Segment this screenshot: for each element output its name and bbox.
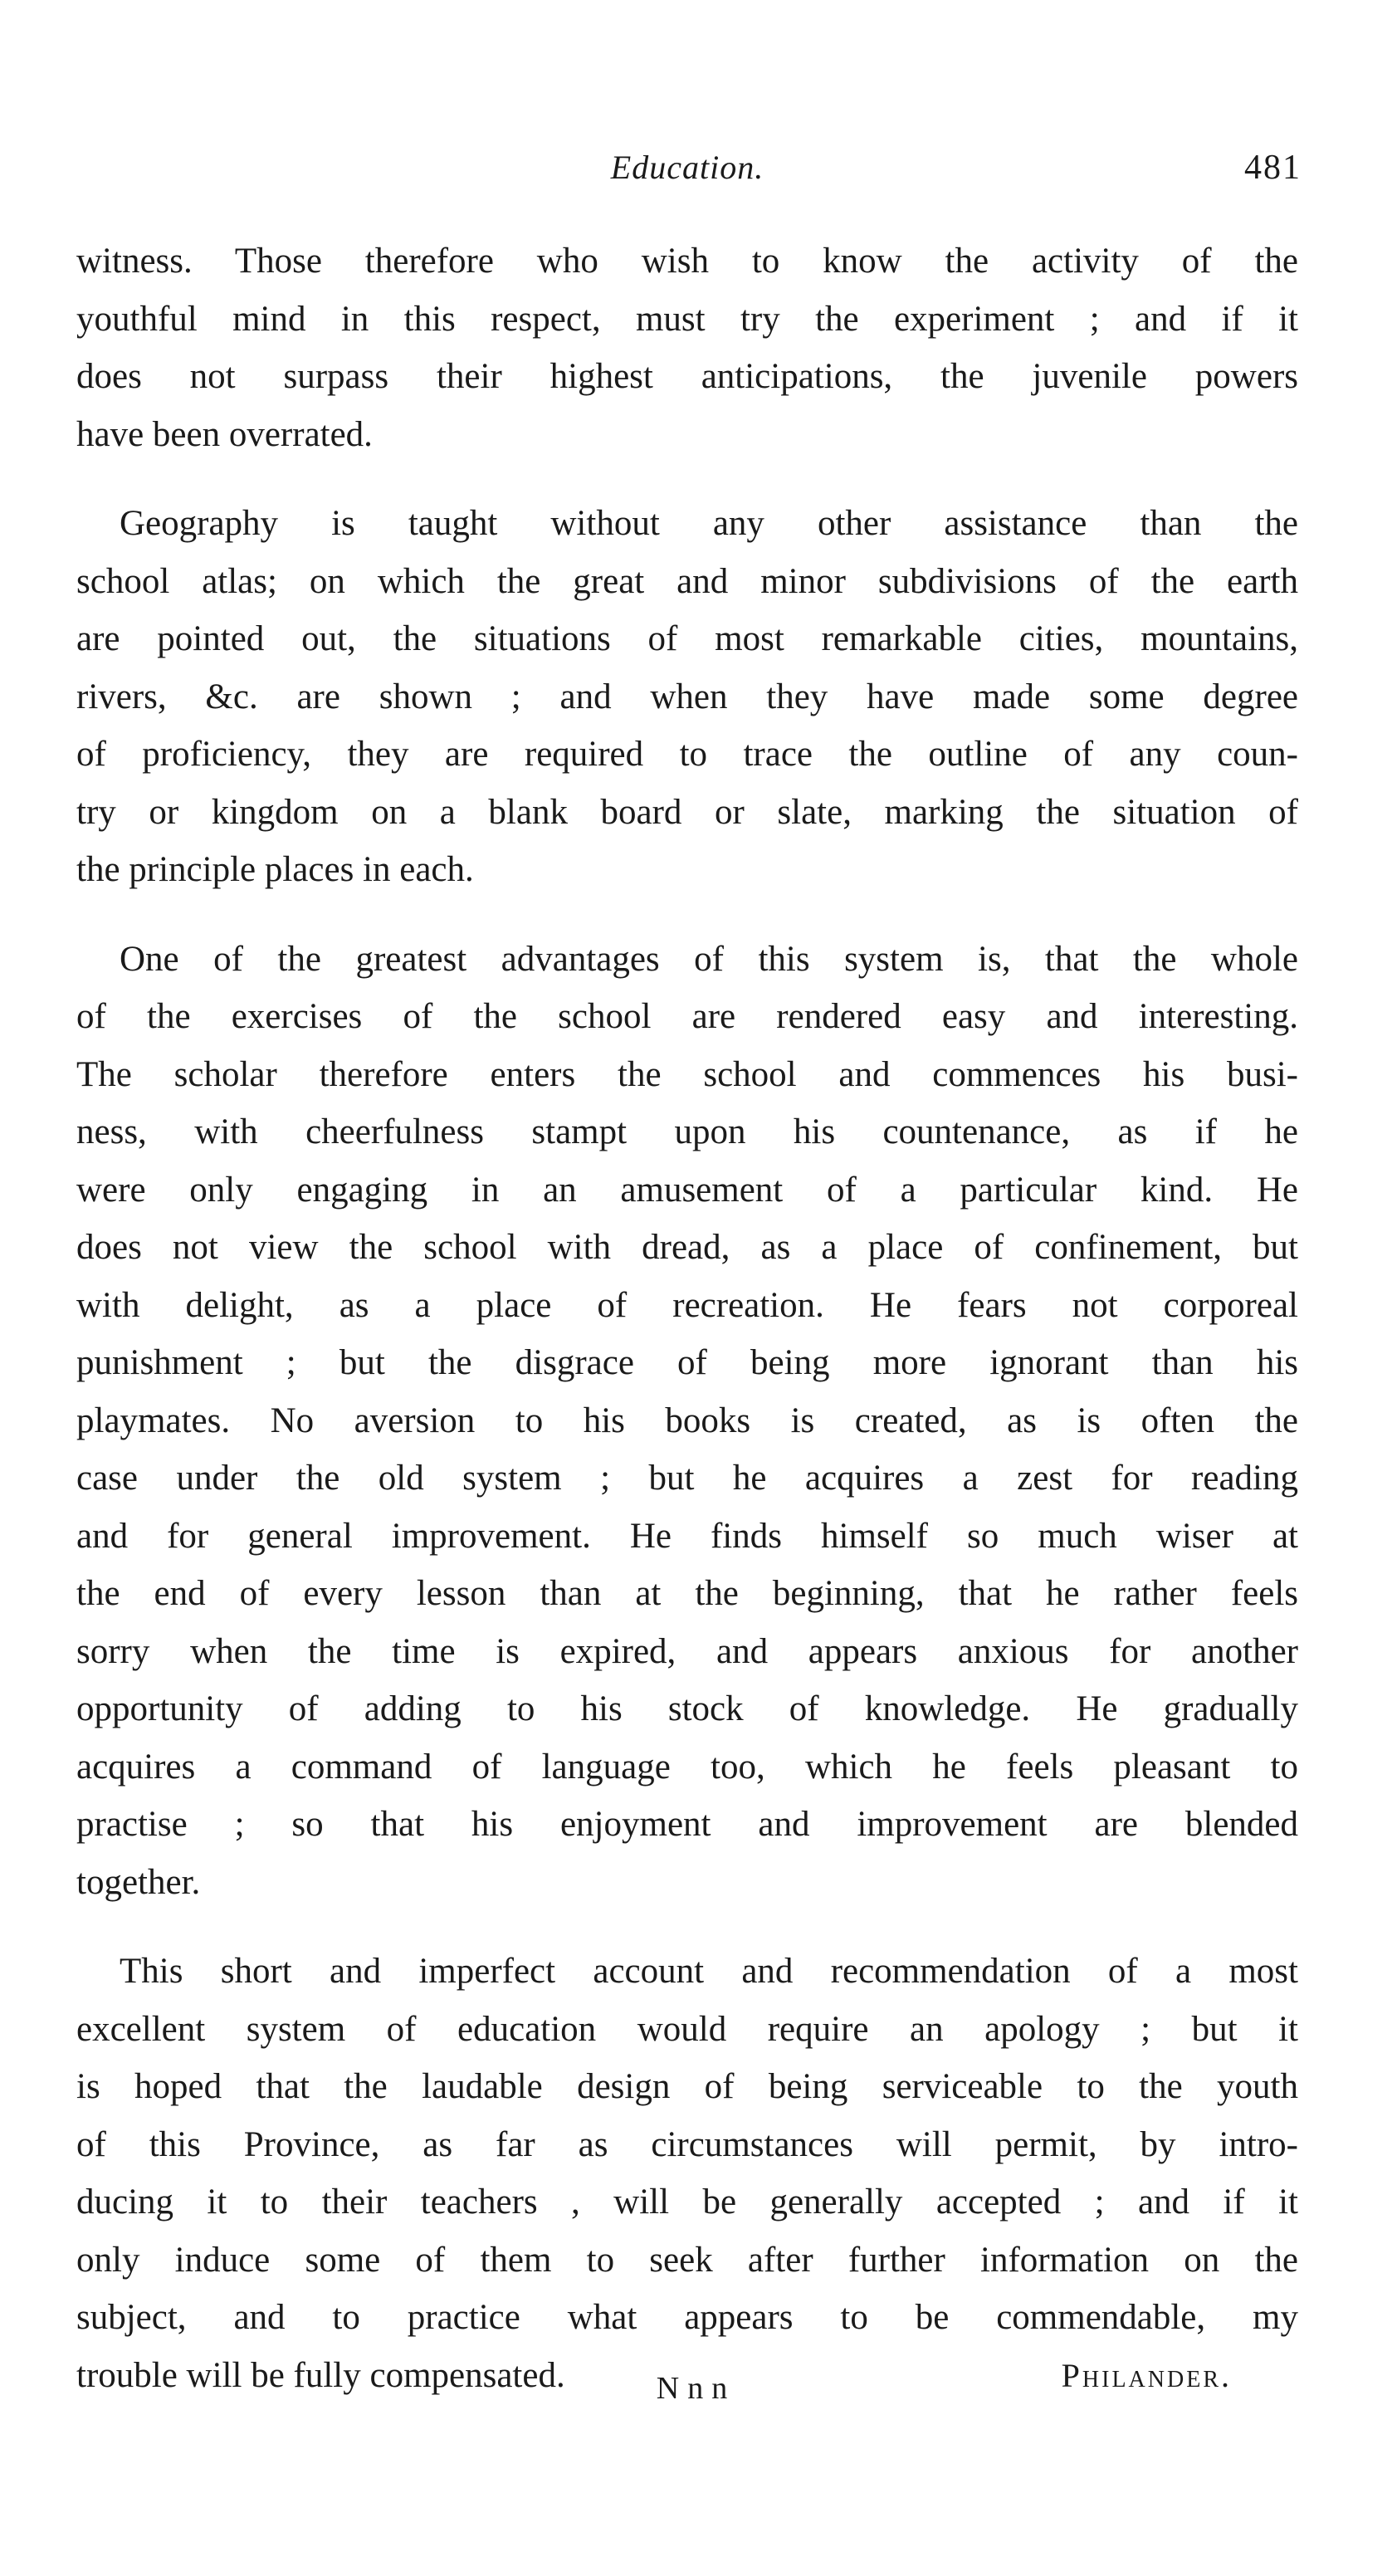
text-line: does not surpass their highest anticipations, the juvenile powers [76,357,1298,396]
text-line: together. [76,1862,201,1902]
running-title: Education. [610,149,764,186]
paragraph-3 [76,931,1298,1912]
text-line: try or kingdom on a blank board or slate, marking the situation of [76,792,1298,832]
text-line: were only engaging in an amusement of a particular kind. He [76,1170,1298,1210]
paragraph-2 [76,495,1298,899]
text-line: playmates. No aversion to his books is created, as is often the [76,1400,1298,1440]
text-line: excellent system of education would require an apology ; but it [76,2009,1298,2049]
text-line: the end of every lesson than at the beginning, that he rather feels [76,1574,1298,1613]
text-line: with delight, as a place of recreation. He fears not corporeal [76,1285,1298,1325]
text-line: the principle places in each. [76,850,474,889]
text-line: of this Province, as far as circumstances will permit, by intro- [76,2124,1298,2164]
text-line: practise ; so that his enjoyment and improvement are blended [76,1805,1298,1844]
text-line: is hoped that the laudable design of being serviceable to the youth [76,2067,1298,2106]
text-line: acquires a command of language too, which he feels pleasant to [76,1747,1298,1787]
text-line: of the exercises of the school are rendered easy and interesting. [76,997,1298,1036]
text-line: and for general improvement. He finds himself so much wiser at [76,1516,1298,1556]
text-line: have been overrated. [76,414,373,454]
body-text [76,232,1298,2436]
text-line: sorry when the time is expired, and appears anxious for another [76,1631,1298,1671]
text-line: Geography is taught without any other assistance than the [120,504,1298,543]
page-number: 481 [1244,149,1302,187]
printer-signature-mark: Nnn [656,2371,736,2406]
text-line: case under the old system ; but he acquires a zest for reading [76,1459,1298,1498]
text-line: are pointed out, the situations of most remarkable cities, mountains, [76,619,1298,658]
text-line: punishment ; but the disgrace of being more ignorant than his [76,1343,1298,1382]
text-line: The scholar therefore enters the school and commences his busi- [76,1054,1298,1094]
paragraph-1 [76,232,1298,463]
text-line: does not view the school with dread, as a place of confinement, but [76,1228,1298,1267]
running-head [73,148,1302,198]
text-line: ducing it to their teachers , will be generally accepted ; and if it [76,2183,1298,2222]
text-line: One of the greatest advantages of this system is, that the whole [120,939,1298,979]
text-line: of proficiency, they are required to trace the outline of any coun- [76,735,1298,774]
author-signature: Philander. [1061,2356,1232,2394]
text-line: This short and imperfect account and recommendation of a most [120,1952,1298,1991]
text-line: rivers, &c. are shown ; and when they have made some degree [76,677,1298,716]
text-line: school atlas; on which the great and minor subdivisions of the earth [76,561,1298,601]
text-line: youthful mind in this respect, must try the experiment ; and if it [76,299,1298,339]
text-line: opportunity of adding to his stock of knowledge. He gradually [76,1689,1298,1728]
text-line: ness, with cheerfulness stampt upon his countenance, as if he [76,1112,1298,1151]
text-line: witness. Those therefore who wish to know the activity of the [76,242,1298,281]
paragraph-4 [76,1943,1298,2404]
text-line: only induce some of them to seek after further information on the [76,2240,1298,2280]
text-line: trouble will be fully compensated. [76,2355,565,2395]
text-line: subject, and to practice what appears to be commendable, my [76,2298,1298,2337]
